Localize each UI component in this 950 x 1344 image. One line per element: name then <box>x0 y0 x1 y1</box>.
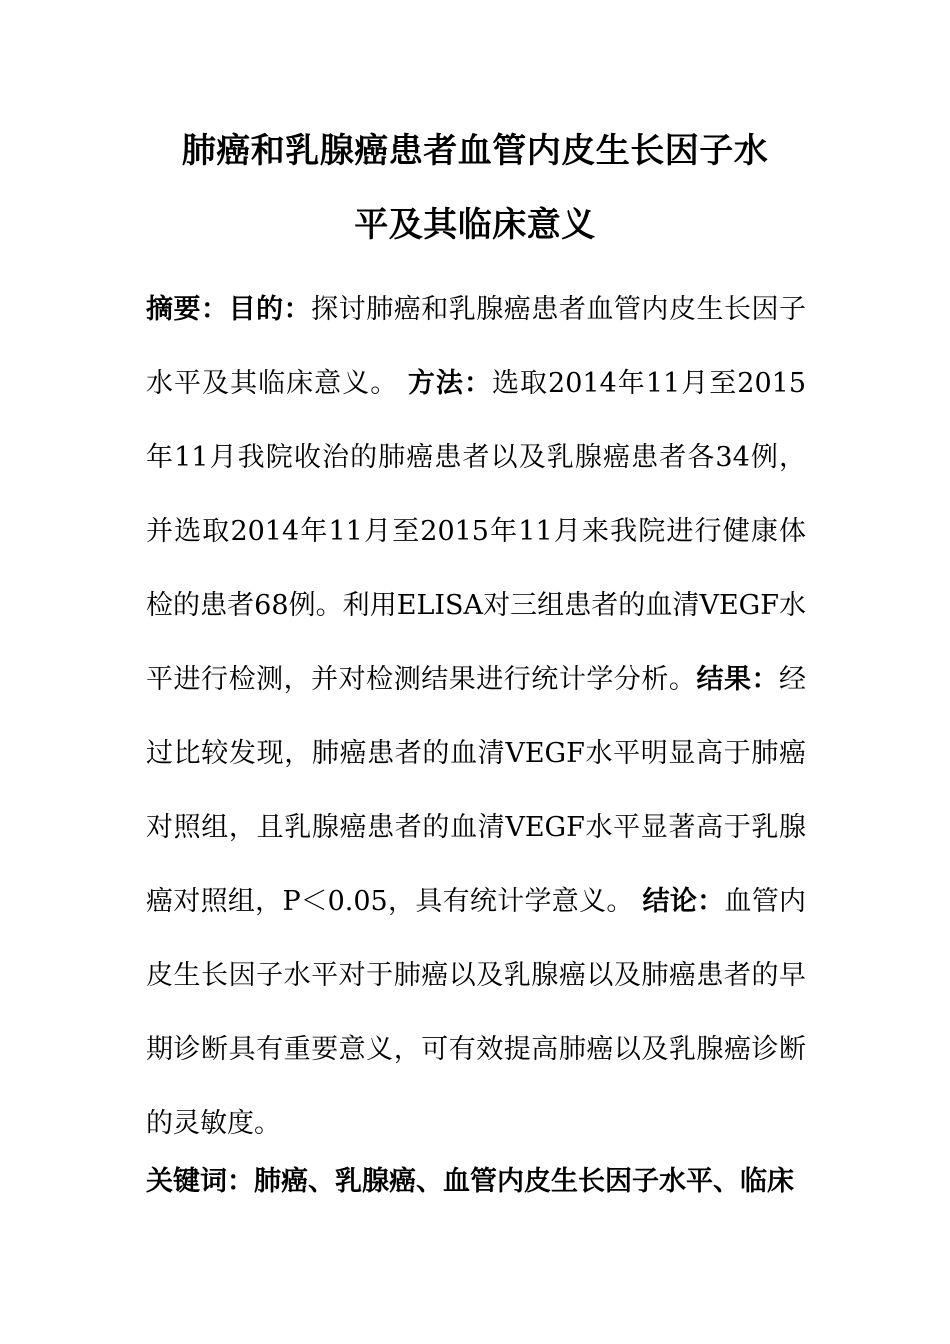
results-text: 经过比较发现，肺癌患者的血清VEGF水平明显高于肺癌对照组，且乳腺癌患者的血清VEGF水平显著高于乳腺癌对照组，P＜0.05，具有统计学意义。 <box>146 664 807 917</box>
conclusion-label: 结论： <box>642 886 725 917</box>
keywords-text: 肺癌、乳腺癌、血管内皮生长因子水平、临床 <box>254 1166 794 1197</box>
keywords-label: 关键词： <box>146 1166 254 1197</box>
conclusion-text: 血管内皮生长因子水平对于肺癌以及乳腺癌以及肺癌患者的早期诊断具有重要意义，可有效提高肺癌以及乳腺癌诊断的灵敏度。 <box>146 886 806 1139</box>
keywords-line <box>146 1162 806 1202</box>
document-title-line-2: 平及其临床意义 <box>354 205 596 245</box>
objective-label: 目的： <box>228 294 312 325</box>
results-label: 结果： <box>696 664 780 695</box>
methods-text: 选取2014年11月至2015年11月我院收治的肺癌患者以及乳腺癌患者各34例，并选取2014年11月至2015年11月来我院进行健康体检的患者68例。利用ELISA对三组患者的血清VEGF水平进行检测，并对检测结果进行统计学分析。 <box>146 368 806 695</box>
abstract-paragraph <box>146 273 806 1161</box>
methods-label: 方法： <box>407 368 492 399</box>
objective-text: 探讨肺癌和乳腺癌患者血管内皮生长因子水平及其临床意义。 <box>146 294 807 399</box>
document-title-line-1: 肺癌和乳腺癌患者血管内皮生长因子水 <box>181 131 769 171</box>
abstract-label: 摘要： <box>146 294 229 325</box>
